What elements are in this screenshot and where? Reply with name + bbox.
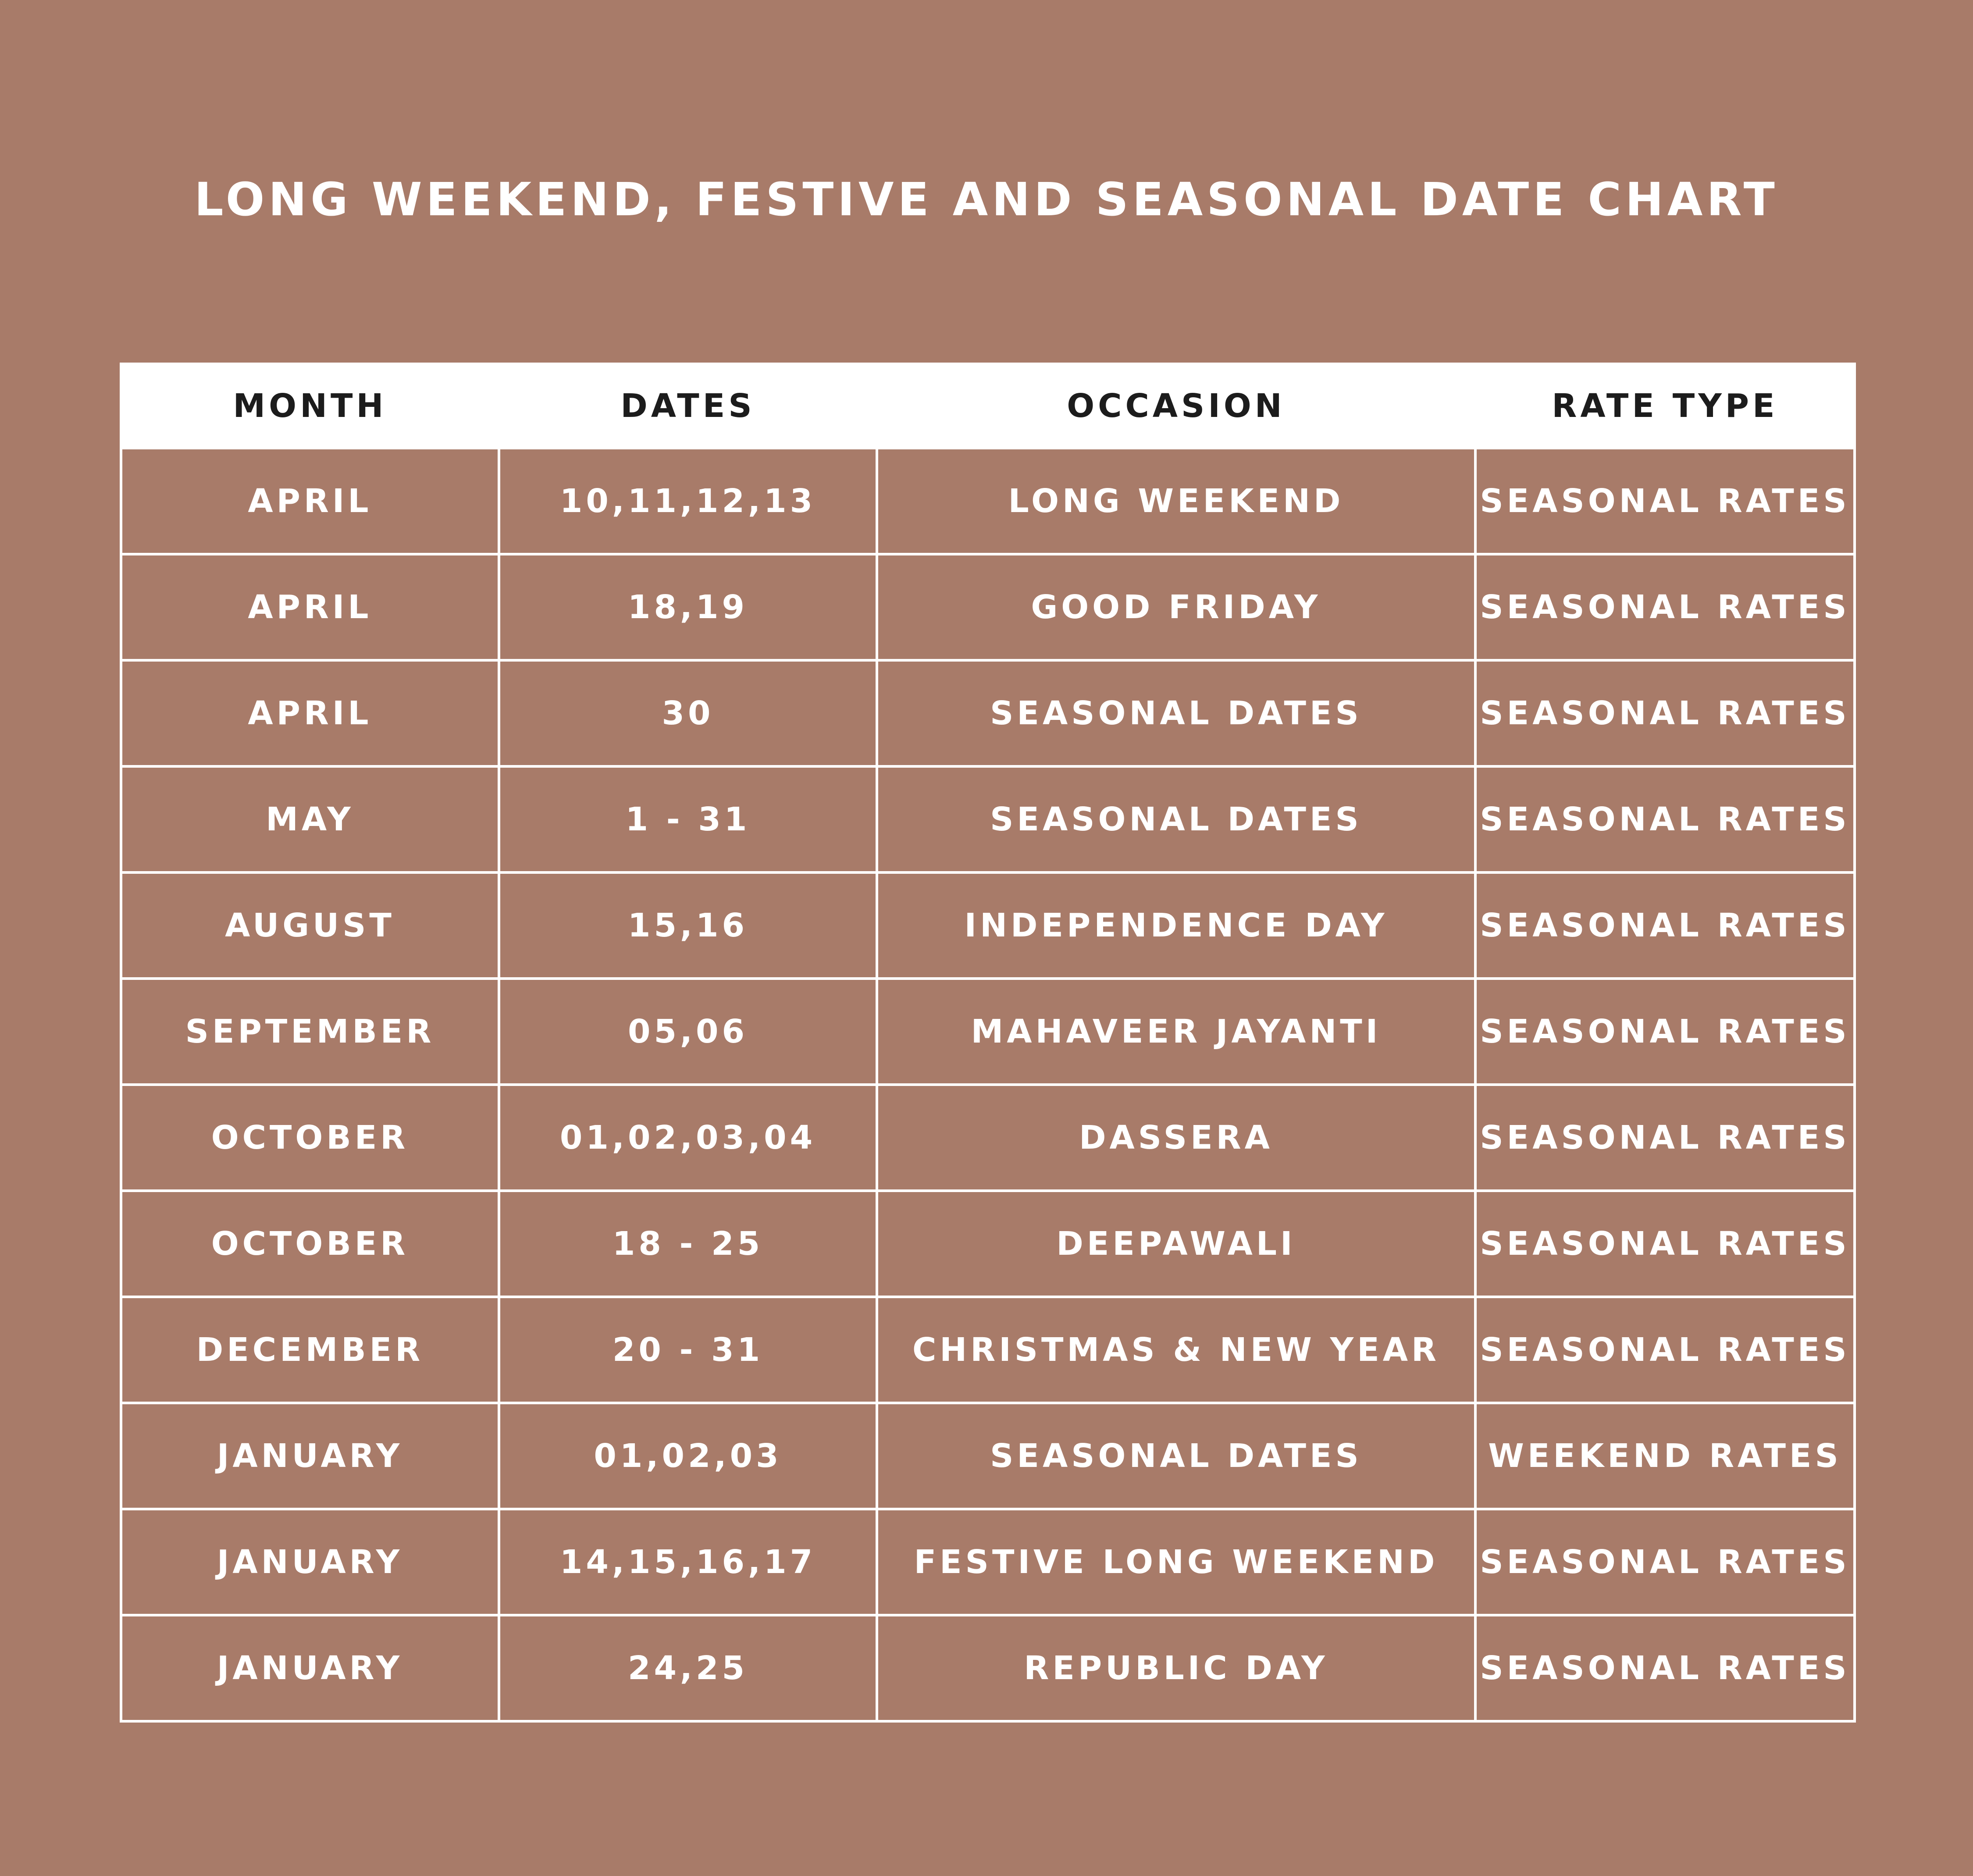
cell-dates: 18 - 25 [499,1191,877,1297]
table-row [121,1085,1855,1191]
cell-rate-type: SEASONAL RATES [1475,766,1855,872]
page-title: LONG WEEKEND, FESTIVE AND SEASONAL DATE CHART [194,173,1779,226]
cell-dates: 15,16 [499,872,877,979]
table-row [121,1615,1855,1721]
cell-occasion: SEASONAL DATES [877,1403,1475,1509]
cell-dates: 24,25 [499,1615,877,1721]
cell-month: JANUARY [121,1403,499,1509]
cell-dates: 18,19 [499,554,877,660]
cell-month: OCTOBER [121,1085,499,1191]
table-row [121,448,1855,554]
cell-occasion: SEASONAL DATES [877,766,1475,872]
cell-occasion: SEASONAL DATES [877,660,1475,766]
cell-month: APRIL [121,448,499,554]
cell-dates: 14,15,16,17 [499,1509,877,1615]
cell-month: DECEMBER [121,1297,499,1403]
cell-dates: 1 - 31 [499,766,877,872]
cell-rate-type: SEASONAL RATES [1475,979,1855,1085]
cell-month: MAY [121,766,499,872]
cell-occasion: GOOD FRIDAY [877,554,1475,660]
cell-month: AUGUST [121,872,499,979]
cell-dates: 10,11,12,13 [499,448,877,554]
cell-month: APRIL [121,554,499,660]
cell-month: APRIL [121,660,499,766]
column-header-month: MONTH [121,364,499,448]
cell-rate-type: WEEKEND RATES [1475,1403,1855,1509]
cell-occasion: DASSERA [877,1085,1475,1191]
cell-dates: 05,06 [499,979,877,1085]
cell-rate-type: SEASONAL RATES [1475,1191,1855,1297]
cell-rate-type: SEASONAL RATES [1475,448,1855,554]
cell-rate-type: SEASONAL RATES [1475,872,1855,979]
column-header-rate-type: RATE TYPE [1475,364,1855,448]
cell-month: SEPTEMBER [121,979,499,1085]
cell-month: JANUARY [121,1615,499,1721]
cell-rate-type: SEASONAL RATES [1475,1509,1855,1615]
table-row [121,554,1855,660]
cell-dates: 01,02,03 [499,1403,877,1509]
cell-rate-type: SEASONAL RATES [1475,660,1855,766]
column-header-occasion: OCCASION [877,364,1475,448]
table-row [121,872,1855,979]
cell-dates: 30 [499,660,877,766]
cell-rate-type: SEASONAL RATES [1475,1297,1855,1403]
cell-month: OCTOBER [121,1191,499,1297]
table-header [121,364,1855,448]
cell-rate-type: SEASONAL RATES [1475,1615,1855,1721]
cell-occasion: REPUBLIC DAY [877,1615,1475,1721]
table-row [121,766,1855,872]
cell-rate-type: SEASONAL RATES [1475,554,1855,660]
table-row [121,660,1855,766]
date-chart-table [120,363,1856,1723]
table-row [121,1297,1855,1403]
table-row [121,1191,1855,1297]
cell-occasion: DEEPAWALI [877,1191,1475,1297]
table-body [121,448,1855,1721]
table-row [121,979,1855,1085]
table-row [121,1403,1855,1509]
cell-occasion: INDEPENDENCE DAY [877,872,1475,979]
column-header-dates: DATES [499,364,877,448]
cell-dates: 01,02,03,04 [499,1085,877,1191]
cell-occasion: CHRISTMAS & NEW YEAR [877,1297,1475,1403]
table-row [121,1509,1855,1615]
cell-occasion: LONG WEEKEND [877,448,1475,554]
cell-month: JANUARY [121,1509,499,1615]
cell-dates: 20 - 31 [499,1297,877,1403]
cell-rate-type: SEASONAL RATES [1475,1085,1855,1191]
cell-occasion: FESTIVE LONG WEEKEND [877,1509,1475,1615]
header-row [121,364,1855,448]
cell-occasion: MAHAVEER JAYANTI [877,979,1475,1085]
